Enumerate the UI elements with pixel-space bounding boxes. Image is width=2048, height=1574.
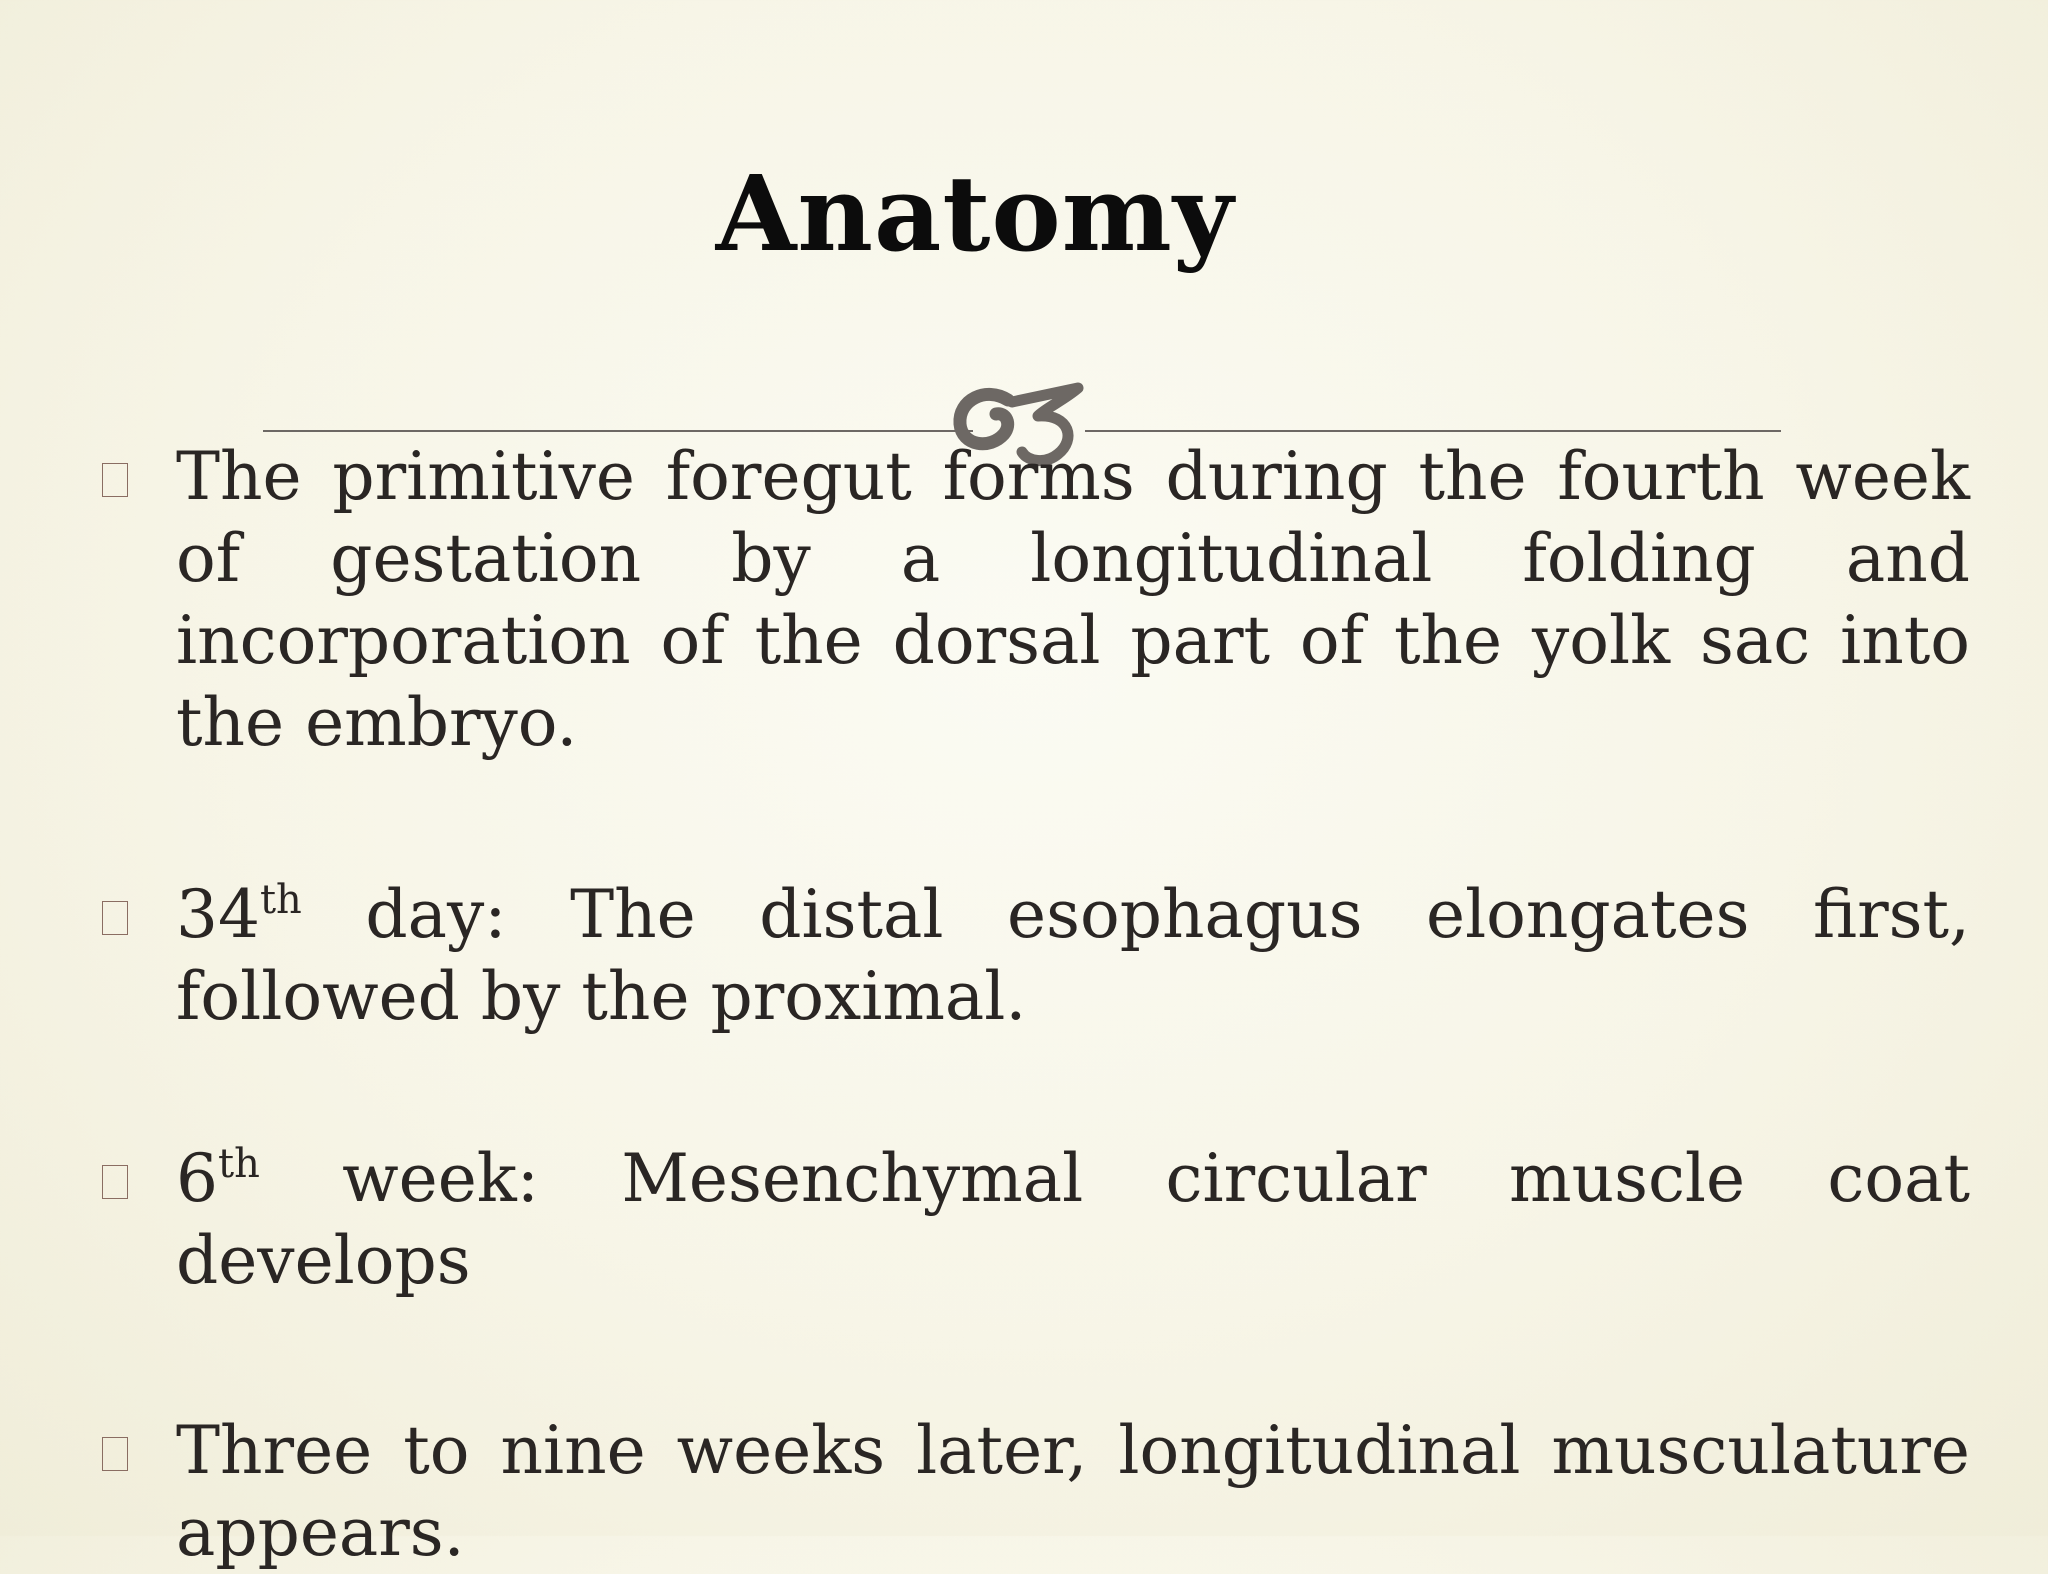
bullet-list xyxy=(100,436,1970,1574)
empty-square-bullet-icon xyxy=(102,1437,128,1471)
bullet-text: day: The distal esophagus elongates first, followed by the proximal. xyxy=(176,876,1970,1035)
bullet-text: The primitive foregut forms during the fourth week of gestation by a longitudinal folding and incorporation of the dorsal part of the yolk sac into the embryo. xyxy=(176,438,1970,761)
bullet-item xyxy=(100,1138,1970,1302)
bullet-item xyxy=(100,436,1970,764)
divider-rule-left xyxy=(263,430,973,432)
empty-square-bullet-icon xyxy=(102,901,128,935)
slide-title: Anatomy xyxy=(715,151,1235,275)
bullet-lead: 6 xyxy=(176,1140,218,1217)
divider-rule-right xyxy=(1085,430,1781,432)
empty-square-bullet-icon xyxy=(102,1165,128,1199)
bullet-text: week: Mesenchymal circular muscle coat develops xyxy=(176,1140,1970,1299)
bullet-superscript: th xyxy=(218,1141,260,1187)
bullet-superscript: th xyxy=(259,877,302,923)
empty-square-bullet-icon xyxy=(102,463,128,497)
bullet-item xyxy=(100,1410,1970,1574)
bullet-lead: 34 xyxy=(176,876,260,953)
bullet-text: Three to nine weeks later, longitudinal musculature appears. xyxy=(176,1412,1970,1571)
bullet-item xyxy=(100,874,1970,1038)
